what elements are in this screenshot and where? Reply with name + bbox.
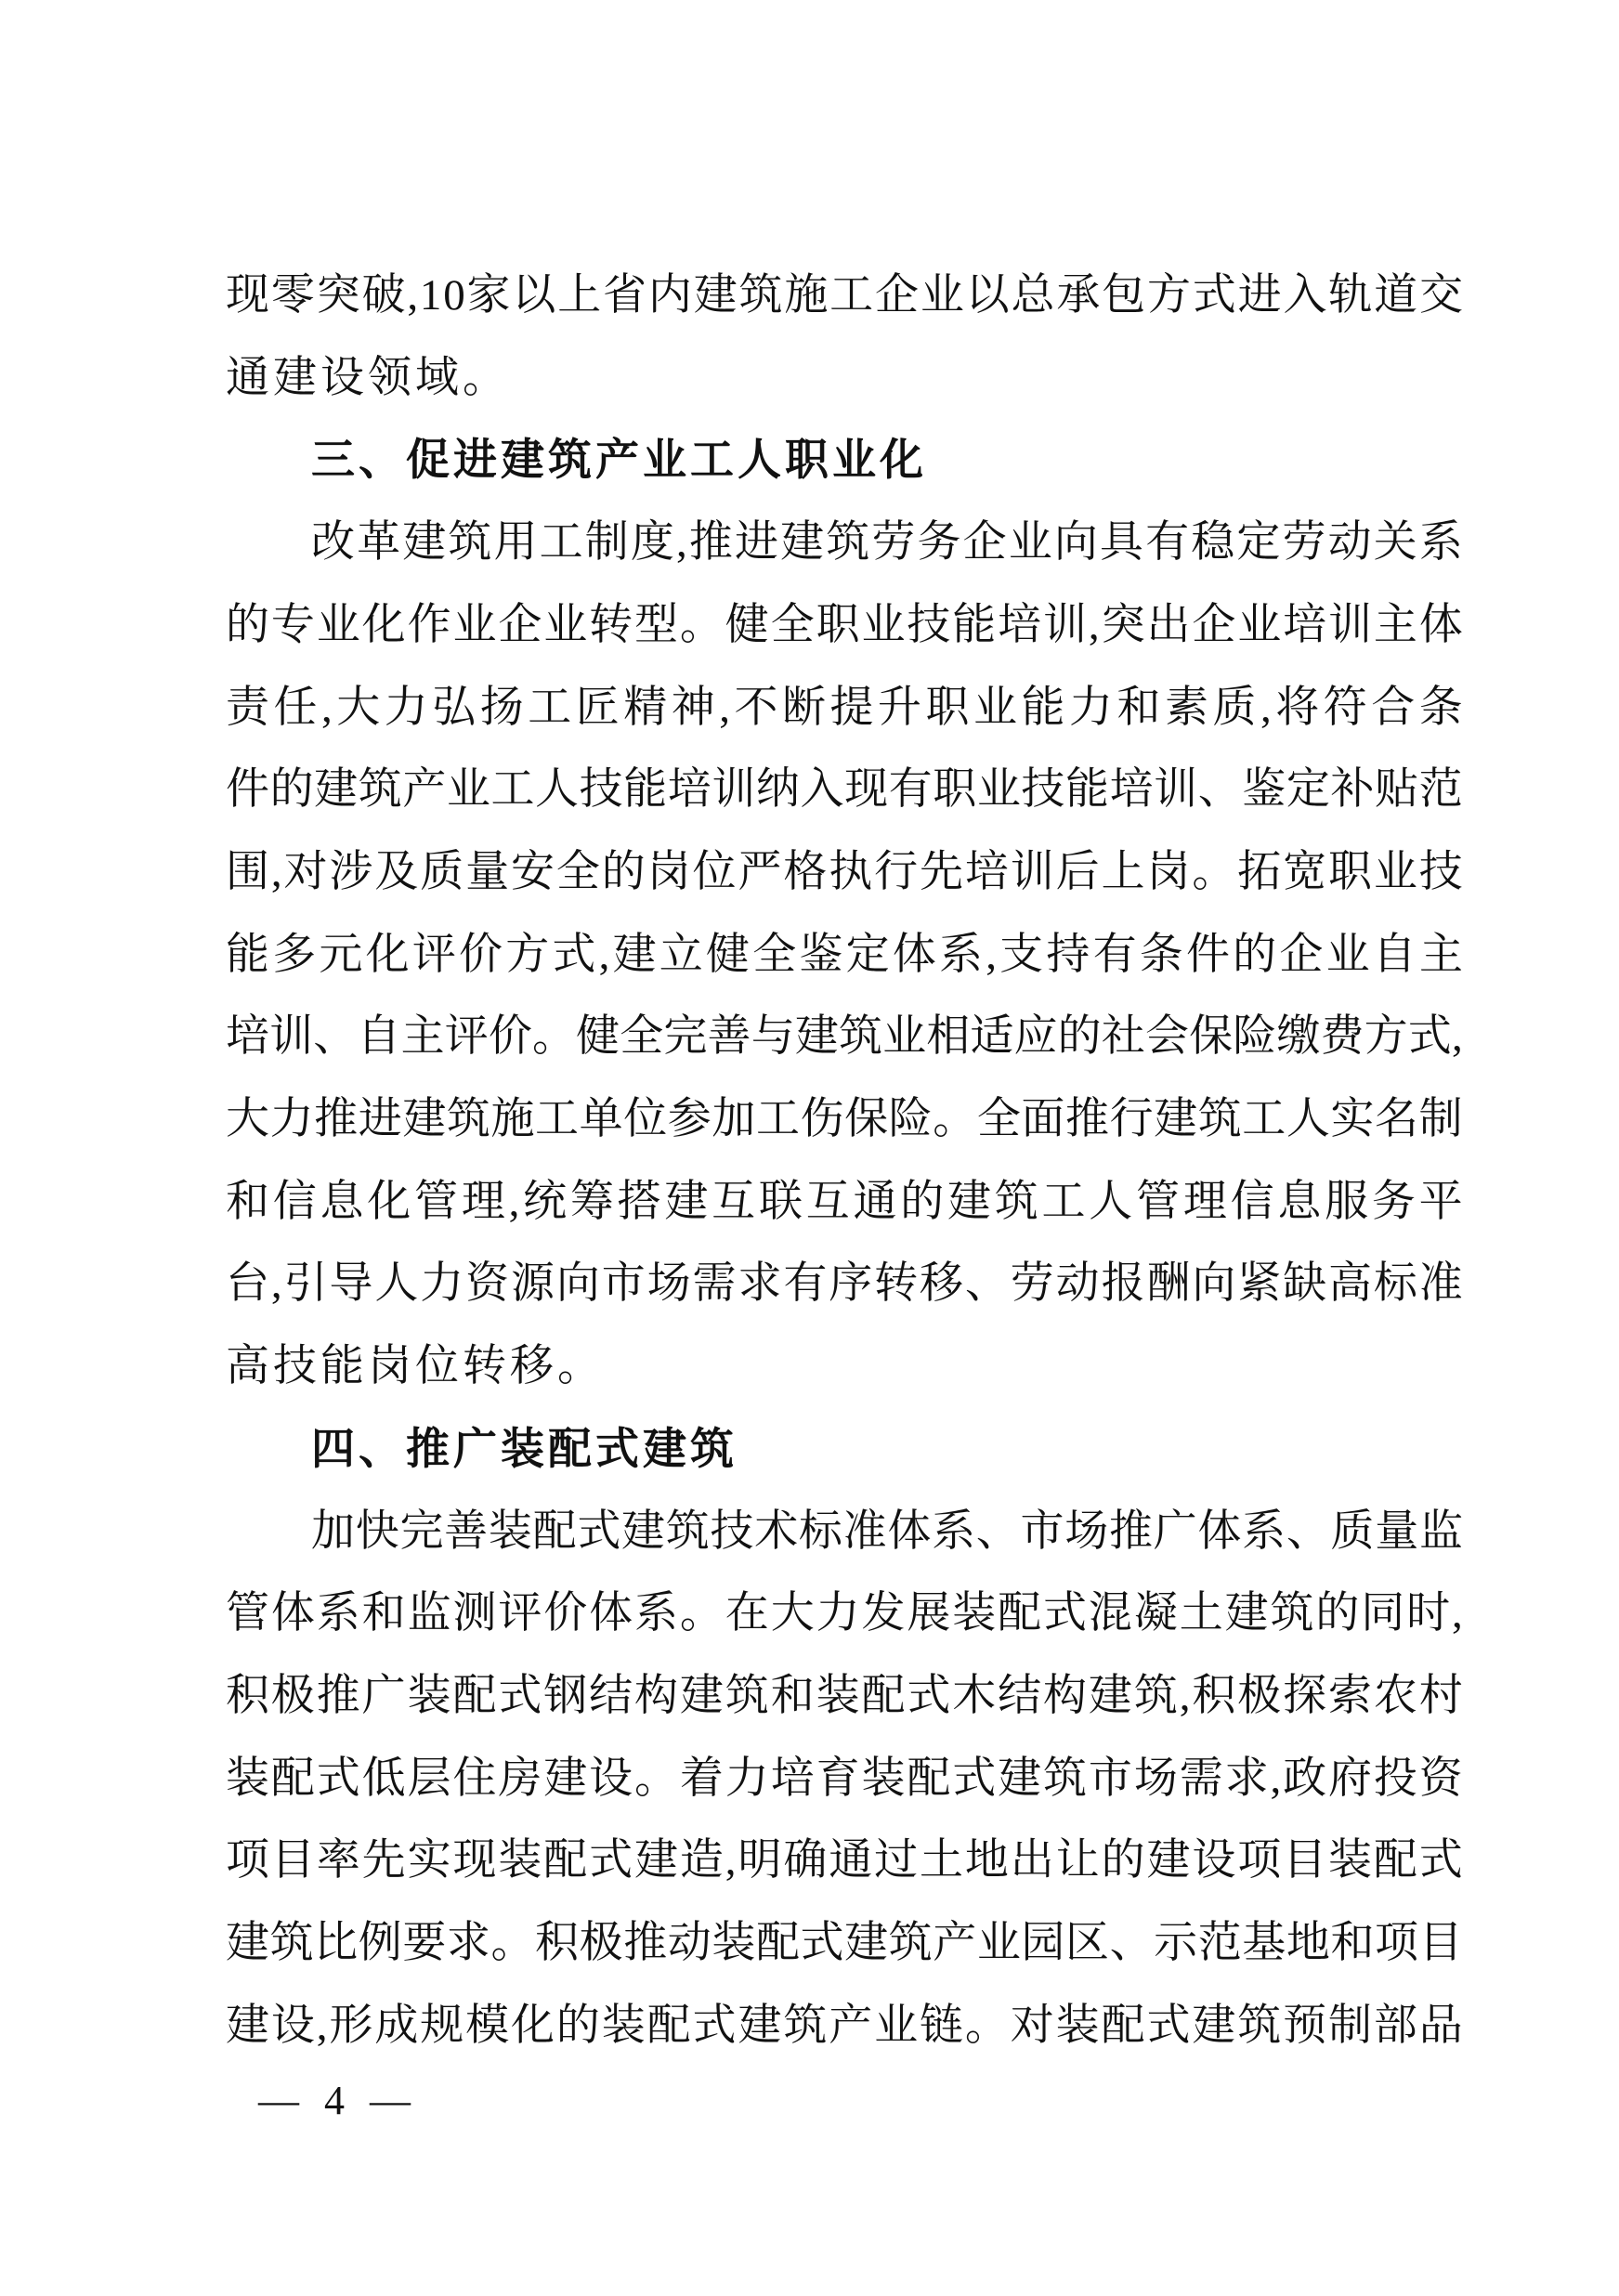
text-line: 现 零 突 破 , 1 0 家 以 上 省 内 建 筑 施 工 企 业 以 总 承 包 方 式 进 入 轨 道 交 — [226, 271, 1463, 320]
text-line: 件 的 建 筑 产 业 工 人 技 能 培 训 纳 入 现 有 职 业 技 能 培 训 、 鉴 定 补 贴 范 — [226, 765, 1463, 815]
section-heading: 四、推广装配式建筑 — [311, 1423, 738, 1473]
text-line: 改 革 建 筑 用 工 制 度 , 推 进 建 筑 劳 务 企 业 向 具 有 稳 定 劳 动 关 系 — [311, 518, 1463, 567]
text-line: 加 快 完 善 装 配 式 建 筑 技 术 标 准 体 系 、 市 场 推 广 体 系 、 质 量 监 — [311, 1507, 1463, 1556]
text-line: 围 , 对 涉 及 质 量 安 全 的 岗 位 严 格 执 行 先 培 训 后 上 岗 。 拓 宽 职 业 技 — [226, 847, 1463, 896]
text-line: 大 力 推 进 建 筑 施 工 单 位 参 加 工 伤 保 险 。 全 面 推 行 建 筑 工 人 实 名 制 — [226, 1095, 1463, 1144]
text-block — [226, 254, 1463, 2067]
text-line: 项 目 率 先 实 现 装 配 式 建 造 , 明 确 通 过 土 地 出 让 的 建 设 项 目 装 配 式 — [226, 1836, 1463, 1885]
text-line: 通建设领域。 — [226, 353, 510, 402]
text-line: 能 多 元 化 评 价 方 式 , 建 立 健 全 鉴 定 体 系 , 支 持 有 条 件 的 企 业 自 主 — [226, 930, 1463, 979]
text-line: 台 , 引 导 人 力 资 源 向 市 场 需 求 有 序 转 移 、 劳 动 报 酬 向 紧 缺 高 标 准 — [226, 1259, 1463, 1309]
text-line: 的 专 业 化 作 业 企 业 转 型 。 健 全 职 业 技 能 培 训 , 突 出 企 业 培 训 主 体 — [226, 600, 1463, 649]
text-line: 积 极 推 广 装 配 式 钢 结 构 建 筑 和 装 配 式 木 结 构 建 筑 , 积 极 探 索 农 村 — [226, 1671, 1463, 1720]
text-line: 建 筑 比 例 要 求 。 积 极 推 动 装 配 式 建 筑 产 业 园 区 、 示 范 基 地 和 项 目 — [226, 1919, 1463, 1968]
text-line: 和 信 息 化 管 理 , 统 筹 搭 建 互 联 互 通 的 建 筑 工 人 管 理 信 息 服 务 平 — [226, 1177, 1463, 1226]
page-number: — 4 — — [258, 2078, 418, 2123]
text-line: 建 设 , 形 成 规 模 化 的 装 配 式 建 筑 产 业 链 。 对 装 配 式 建 筑 预 制 部 品 — [226, 2001, 1463, 2050]
text-line: 高技能岗位转移。 — [226, 1342, 605, 1391]
section-heading: 三、促进建筑产业工人职业化 — [311, 435, 927, 485]
text-line: 装 配 式 低 层 住 房 建 设 。 着 力 培 育 装 配 式 建 筑 市 场 需 求 , 政 府 投 资 — [226, 1754, 1463, 1803]
text-line: 管 体 系 和 监 测 评 价 体 系 。 在 大 力 发 展 装 配 式 混 凝 土 建 筑 的 同 时 , — [226, 1589, 1463, 1638]
text-line: 培 训 、 自 主 评 价 。 健 全 完 善 与 建 筑 业 相 适 应 的 社 会 保 险 缴 费 方 式 , — [226, 1012, 1463, 1062]
text-line: 责 任 , 大 力 弘 扬 工 匠 精 神 , 不 断 提 升 职 业 能 力 和 素 质 , 将 符 合 条 — [226, 683, 1463, 732]
